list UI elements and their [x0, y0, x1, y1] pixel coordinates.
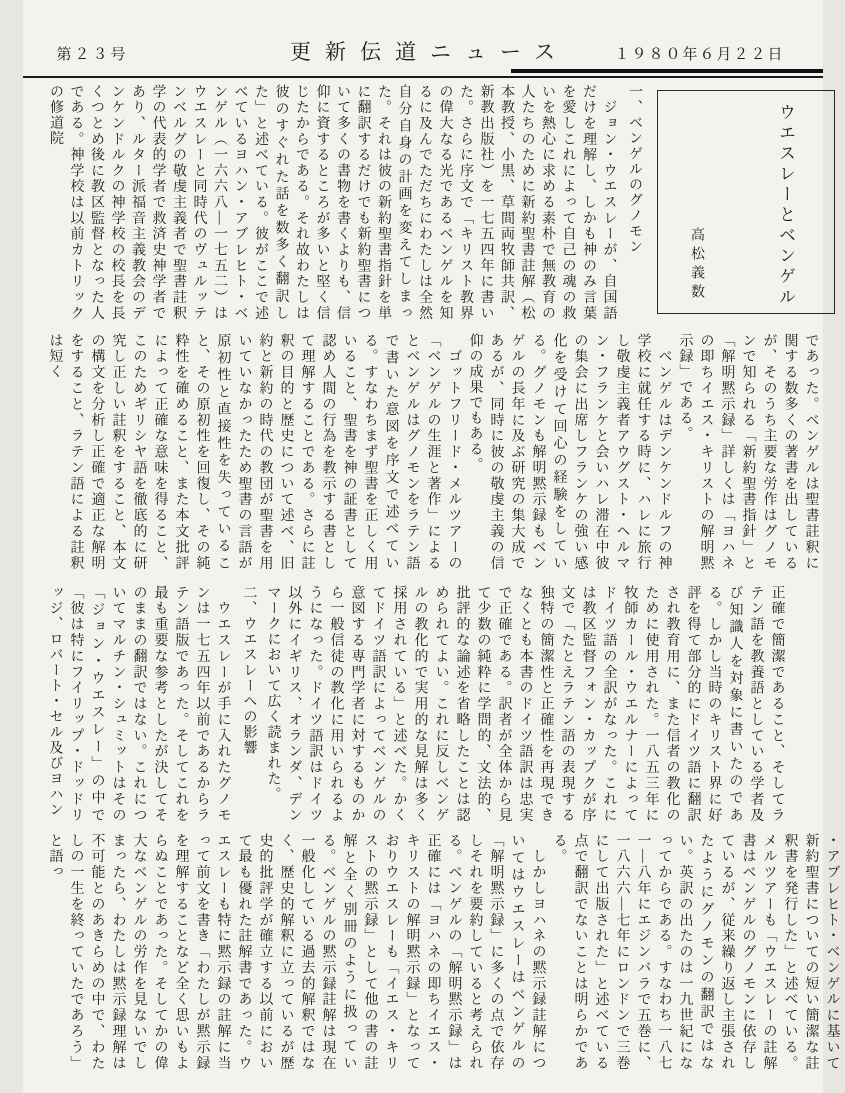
- paragraph: ジョン・ウエスレーが、自国語だけを理解し、しかも神のみ言葉を愛しこれによって自己の魂の救いを熱心に求める素朴で無教育の人たちのために新約聖書註解（松本教授、小黒、草間両牧師共訳、新教出版社）を一七五四年に書いた。さらに序文で「キリスト教界の偉大なる光であるベンゲルを知るに及んでただちにわたしは全然自分自身の計画を変えてしまった。それは彼の新約聖書指針を単に翻訳するだけでも新約聖書について多くの書物を書くよりも、信仰に資するところが多いと堅く信じたからである。それ故わたしは彼のすぐれた話を数多く翻訳した」と述べている。彼がここで述べているヨハン・アブレヒト・ベンゲル（一六六八―一七五二）はウエスレーと同時代のヴュルッテンベルグの敬虔主義者で聖書註釈学の代表的学者で救済史神学者であり、ルター派福音主義教会のデンケンドルクの神学校の校長を長くつとめ後に教区監督となった人である。神学校は以前カトリックの修道院: [48, 84, 617, 321]
- article-title: ウエスレーとベンゲル: [776, 103, 795, 308]
- newsletter-title: 更新伝道ニュース: [290, 40, 569, 64]
- paragraph: しかしヨハネの黙示録註解についてはウエスレーはベンゲルの「解明黙示録」に多くの点で依存しそれを要約していると考えられる。ベンゲルの「解明黙示録」は正確には「ヨハネの即ちイエス・キリストの解明黙示録」となっておりウエスレーも「イエス・キリストの黙示録」として他の書の註解と全く別冊のように扱っている。ベンゲルの黙示録註解は現在一般化している過去的解釈ではなく、歴史的解釈に立っているが歴史的批評学が確立する以前において最も優れた註解書であった。ウエスレーも特に黙示録の註解に当って前文を書き「わたしが黙示録を理解することなど全く思いもよらぬことであった。そしてかの偉大なベンゲルの労作を見ないでしまったら、わたしは黙示録理解は不可能とのあきらめの中で、わたしの一生を終っていたであろう」と語っ: [47, 833, 546, 1071]
- section-heading-2: 二、ウエスレーへの影響: [241, 585, 257, 756]
- paragraph: ゴットフリード・メルツアーの「ベンゲルの生涯と著作」によるとベンゲルはグノモンをラテン語で書いた意図を序文で述べている。すなわちまず聖書を正しく用いること、聖書を神の証書として認め人間の行為を教示する書として理解することである。さらに註釈の目的と歴史について述べ、旧約と新約の時代の教団が聖書を用いていなかったため聖書の言語が原初性と直接性を失っていること、その原初性を回復し、その純粋性を確めること、また本文批評によって正確な意味を得ること、このためギリシヤ語を徹底的に研究し正しい註釈をすること、本文の構文を分析し正確で適正な解明をすること、ラテン語による註釈は短く: [47, 333, 462, 571]
- paragraph: ウエスレーが手に入れたグノモンは一七五四年以前であるからラテン語版であった。そしてこれを最も重要な参考としたが決してそのままの翻訳ではない。これについてマルチン・シュミットはその「ジョン・ウエスレー」の中で「彼は特にフイリップ・ドッドリッジ、ロバート・セル及びヨハン: [47, 585, 231, 823]
- issue-number: 第２３号: [56, 47, 129, 63]
- paragraph: ・アブレヒト・ベンゲルに基いて新約聖書についての短い簡潔な註釈書を発行した」と述べている。メルツアーも「ウエスレーの註解書はベンゲルのグノモンに依存しているが、従来繰り返し主張されたようにグノモンの翻訳ではない。英訳の出たのは一九世紀になってからである。すなわち一八七一―八年にエジンバラで五巻に、一八六六―七年にロンドンで三巻にして出版された」と述べている点で翻訳でないことは明らかである。: [551, 833, 840, 1071]
- band-1: [23, 84, 823, 321]
- paragraph: ベンゲルはデンケンドルフの神学校に就任する時に、ハレに旅行し敬虔主義者アウグスト・ヘルマン・フランケと会いハレ滞在中彼の集会に出席しフランケの強い感化を受けて回心の経験をしている。グノモンも解明黙示録もベンゲルの長年に及ぶ研究の集大成であるが、同時に彼の敬虔主義の信仰の成果でもある。: [467, 333, 672, 571]
- masthead-thick-rule: [511, 69, 823, 73]
- masthead: [23, 0, 823, 78]
- band-4: [23, 833, 845, 1071]
- article-title-box: [657, 90, 835, 314]
- paragraph: 正確で簡潔であること、そしてラテン語を教養語としている学者及び知識人を対象に書いたのである。しかし当時のキリスト界に好評を得て部分的にドイツ語に翻訳され教育用に、また信者の教化のために使用された。一八五三年に牧師カール・ウエルナーによってドイツ語の全訳がなった。これには教区監督フォン・カップクが序文で「たとえラテン語の表現する独特の簡潔性と正確性を再現できなくとも本書のドイツ語訳は忠実で正確である。訳者が全体から見て少数の純粋に学問的、文法的、批評的な論述を省略したことは認められてよい。これに反しベンゲルの教化的で実用的な見解は多く採用されている」と述べた。かくてドイツ語訳によってベンゲルの意図する専門学者に対するものから一般信徒の教化に用いられるようになった。ドイツ語訳はドイツ以外にイギリス、オランダ、デンマークにおいて広く読まれた。: [265, 585, 785, 823]
- issue-date: １９８０年６月２２日: [614, 47, 785, 63]
- newspaper-page: [23, 0, 840, 1093]
- band-1-text: [23, 84, 648, 321]
- band-3: [23, 585, 798, 823]
- paragraph: であった。ベンゲルは聖書註釈に関する数多くの著書を出しているが、そのうち主要な労作はグノモンで知られる「新約聖書指針」と「解明黙示録」詳しくは「ヨハネの即ちイエス・キリストの解明黙示録」である。: [677, 333, 819, 571]
- band-2: [23, 333, 832, 571]
- section-heading-1: 一、ベンゲルのグノモン: [627, 84, 642, 255]
- article-title-area: [647, 84, 845, 321]
- article-author: 高松義数: [689, 227, 704, 303]
